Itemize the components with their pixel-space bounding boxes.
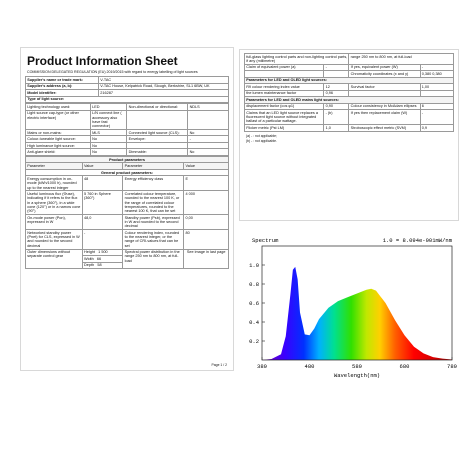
page-number: Page 1 / 2	[211, 363, 227, 367]
led-param-cell: 0,96	[324, 90, 349, 96]
general-param-cell: Correlated colour temperature, rounded to the nearest 100 K, or the range of correlated colour temperatures, rounded to the nearest 100 K, that can be set	[123, 191, 184, 215]
right-param-cell: -	[420, 64, 453, 70]
general-param-cell: 48,0	[82, 215, 123, 230]
general-param-cell: E	[184, 176, 229, 191]
y-tick-label: 0.2	[249, 338, 259, 345]
general-param-row	[26, 230, 229, 249]
product-parameters-table	[25, 156, 229, 269]
right-param-cell: -	[324, 64, 349, 70]
general-param-row	[26, 176, 229, 191]
footnote: (a) - : not applicable;	[246, 133, 277, 138]
light-source-cell: Non-directional or directional:	[127, 104, 188, 110]
mains-param-cell: 6	[420, 103, 453, 109]
cell: full-glass lighting control parts and non-lighting control parts, if any (millimetre)	[246, 54, 348, 63]
value-head: Value	[184, 163, 229, 169]
light-source-cell: Dimmable:	[127, 149, 188, 155]
general-param-cell: Networked standby power (Pnet) for CLS, expressed in W and rounded to the second decimal	[26, 230, 83, 249]
mains-param-cell: 0,9	[420, 125, 453, 131]
mains-param-cell: 1,0	[324, 125, 349, 131]
y-tick-label: 0.4	[249, 319, 259, 326]
chart-title: Spectrum	[252, 237, 279, 244]
value-head: Value	[82, 163, 123, 169]
supplier-name: V-TAC	[99, 77, 229, 83]
general-parameters-heading: General product parameters:	[26, 169, 229, 175]
y-tick-label: 1.0	[249, 262, 259, 269]
light-source-cell: NDLS	[188, 104, 229, 110]
general-param-cell: -	[82, 230, 123, 249]
dim-width-value: 66	[96, 256, 102, 261]
supplier-name-label: Supplier's name or trade mark:	[26, 77, 99, 83]
x-tick-label: 380	[257, 363, 267, 370]
supplier-table	[25, 76, 229, 103]
general-param-cell: 0,00	[184, 215, 229, 230]
dim-depth-label: Depth	[84, 263, 95, 268]
right-top-table	[244, 53, 454, 132]
general-param-cell: Standby power (Psb), expressed in W and rounded to the second decimal	[123, 215, 184, 230]
document-title: Product Information Sheet	[27, 54, 178, 68]
dim-height-value: 1 500	[98, 250, 108, 255]
param-head: Parameter	[123, 163, 184, 169]
x-tick-label: 580	[352, 363, 362, 370]
spectral-label: Spectral power distribution in the range 250 nm to 800 nm, at full-load	[123, 249, 184, 268]
cell: range 250 nm to 800 nm, at full-load	[349, 54, 454, 65]
left-document-page	[21, 48, 233, 370]
general-param-row	[26, 215, 229, 230]
type-label: Type of light source:	[26, 96, 229, 102]
light-source-cell: MLS	[90, 130, 127, 136]
spectrum-area	[262, 267, 452, 360]
mains-param-cell: - (b)	[324, 110, 349, 125]
light-source-row	[26, 110, 229, 129]
light-source-cell: No	[188, 149, 229, 155]
y-tick-label: 0.8	[249, 281, 259, 288]
right-param-cell: Chromaticity coordinates (x and y)	[349, 71, 420, 77]
light-source-row	[26, 149, 229, 155]
light-source-cell: No	[90, 142, 127, 148]
supplier-address-label: Supplier's address (a, b):	[26, 83, 99, 89]
general-param-cell: 4 000	[184, 191, 229, 215]
dim-row	[82, 262, 123, 268]
light-source-cell: Anti-glare shield:	[26, 149, 91, 155]
light-source-cell	[127, 110, 188, 129]
supplier-address: V-TAC House, Kelpatrick Road, Slough, Berkshire, SL1 6BW, UK	[99, 83, 229, 89]
light-source-cell: No	[90, 149, 127, 155]
mains-param-cell: If yes then replacement claim (W)	[349, 110, 420, 125]
light-source-cell: LED	[90, 104, 127, 110]
light-source-cell: Light source cap-type (or other electric interface)	[26, 110, 91, 129]
led-param-cell: the lumen maintenance factor	[245, 90, 324, 96]
light-source-cell: Mains or non-mains:	[26, 130, 91, 136]
mains-param-cell: Claims that an LED light source replaces a fluorescent light source without integrated ballast of a particular wattage.	[245, 110, 324, 125]
light-source-cell: Colour-tuneable light source:	[26, 136, 91, 142]
model-label: Model identifier:	[26, 90, 99, 96]
light-source-cell: L/N connect line ( accessory also have fast connector)	[90, 110, 127, 129]
light-source-cell: Lighting technology used:	[26, 104, 91, 110]
general-param-row	[26, 191, 229, 215]
mains-param-cell: -	[420, 110, 453, 125]
general-param-cell: Energy consumption in on-mode (kWh/1000 h), rounded up to the nearest integer	[26, 176, 83, 191]
led-param-cell: 1,00	[420, 84, 453, 90]
chart-annotation: 1.0 = 8.094e-001mW/nm	[382, 237, 452, 244]
x-axis-label: Wavelength(nm)	[333, 372, 381, 379]
regulation-text: COMMISSION DELEGATED REGULATION (EU) 2019/2015 with regard to energy labelling of light sources	[27, 70, 198, 74]
right-param-cell: 0,380 0,380	[420, 71, 453, 77]
param-head: Parameter	[26, 163, 83, 169]
footnote: (b) - : not applicable.	[246, 138, 277, 143]
led-param-cell: R9 colour rendering index value	[245, 84, 324, 90]
light-source-cell: -	[188, 136, 229, 142]
spectral-value: See image in last page	[184, 249, 229, 268]
light-source-cell: Connected light source (CLS):	[127, 130, 188, 136]
led-param-cell: 12	[324, 84, 349, 90]
general-param-cell: 80	[184, 230, 229, 249]
mains-param-row	[245, 125, 454, 131]
mains-param-cell: Flicker metric (Pst LM)	[245, 125, 324, 131]
mains-param-row	[245, 110, 454, 125]
general-param-cell: Colour rendering index, rounded to the nearest integer, or the range of CRI-values that can be set	[123, 230, 184, 249]
general-param-cell: 48	[82, 176, 123, 191]
right-param-cell: If yes, equivalent power (W)	[349, 64, 420, 70]
y-tick-label: 0.6	[249, 300, 259, 307]
mains-param-cell: Stroboscopic effect metric (SVM)	[349, 125, 420, 131]
x-tick-label: 780	[447, 363, 457, 370]
light-source-cell: Envelope:	[127, 136, 188, 142]
model-value: 216287	[99, 90, 229, 96]
light-source-cell: No	[188, 130, 229, 136]
outer-dimensions-label: Outer dimensions without separate control gear	[26, 249, 83, 268]
spectrum-chart	[238, 232, 460, 380]
x-tick-label: 680	[399, 363, 410, 370]
led-param-cell: Survival factor	[349, 84, 420, 90]
mains-param-cell: 0,90	[324, 103, 349, 109]
mains-parameters-heading: Parameters for LED and OLED mains light sources:	[245, 97, 454, 103]
led-parameters-heading: Parameters for LED and OLED light sources:	[245, 77, 454, 83]
right-param-cell: Claim of equivalent power (a)	[245, 64, 324, 70]
light-source-cell: No	[90, 136, 127, 142]
general-param-cell: Useful luminous flux (Φuse), indicating if it refers to the flux in a sphere (360°), in a wide cone (120°) or in a narrow cone (90°)	[27, 192, 81, 214]
x-tick-label: 480	[304, 363, 315, 370]
product-parameters-heading: Product parameters	[26, 156, 229, 162]
mains-param-cell: Colour consistency in McAdam ellipses	[349, 103, 420, 109]
dim-height-label: Height	[84, 250, 95, 255]
general-param-cell: On-mode power (Pon), expressed in W	[26, 215, 83, 230]
dim-depth-value: 58	[97, 263, 102, 268]
mains-param-cell: displacement factor (cos φ1)	[245, 103, 324, 109]
light-source-cell: High luminance light source:	[26, 142, 91, 148]
dim-width-label: Width	[84, 256, 94, 261]
light-source-table	[25, 103, 229, 156]
right-document-page	[240, 50, 458, 220]
light-source-cell	[188, 110, 229, 129]
general-param-cell: Energy efficiency class	[123, 176, 184, 191]
general-param-cell: 5 760 in Sphere (360°)	[82, 191, 123, 215]
